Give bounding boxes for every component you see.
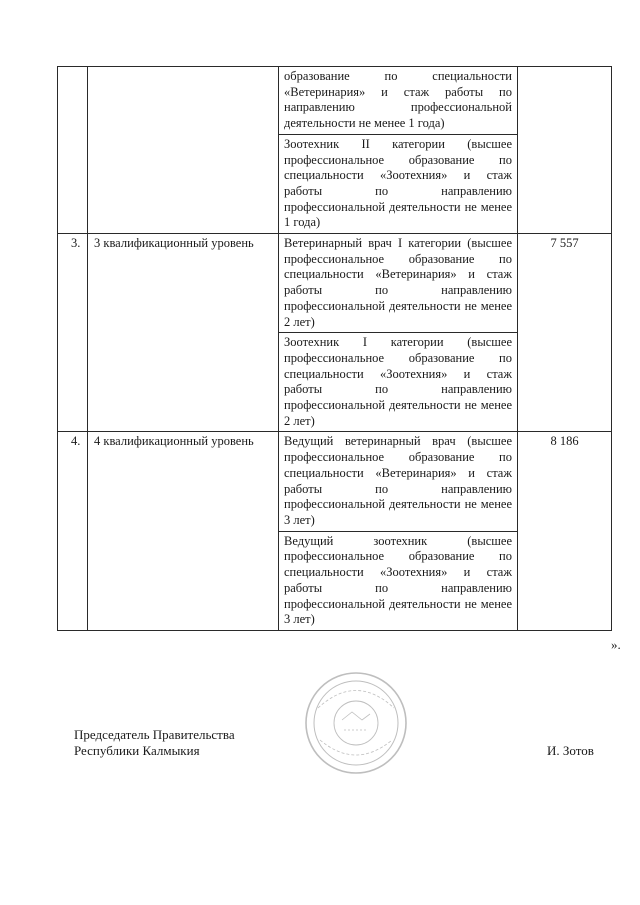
position-description: Ведущий ветеринарный врач (высшее профессиональное образование по специальности «Ветеринария» и стаж работы по направлению профессиональной деятельности не менее 3 лет): [284, 434, 512, 527]
position-cell: [279, 531, 518, 630]
qualification-level: 3 квалификационный уровень: [94, 236, 254, 251]
signer-name: И. Зотов: [547, 743, 594, 758]
salary-value-cell: [518, 432, 612, 630]
position-cell: [279, 134, 518, 233]
position-description: Зоотехник I категории (высшее профессиональное образование по специальности «Зоотехния» и стаж работы по направлению профессиональной деятельности не менее 2 лет): [284, 335, 512, 428]
official-seal-icon: [296, 668, 416, 778]
salary-value-cell: [518, 67, 612, 234]
signature-title-line-1: Председатель Правительства: [74, 727, 235, 742]
salary-value: 8 186: [550, 434, 579, 449]
position-cell: [279, 234, 518, 333]
row-number: [58, 67, 87, 69]
salary-value: 7 557: [550, 236, 579, 251]
qualification-level-cell: [88, 67, 279, 234]
table-row: [58, 432, 612, 531]
position-cell: [279, 333, 518, 432]
position-description: образование по специальности «Ветеринария» и стаж работы по направлению профессиональной деятельности не менее 1 года): [284, 69, 512, 131]
row-number: 3.: [71, 236, 81, 251]
salary-value: [518, 67, 611, 69]
position-description: Ветеринарный врач I категории (высшее профессиональное образование по специальности «Ветеринария» и стаж работы по направлению профессиональной деятельности не менее 2 лет): [284, 236, 512, 329]
signature-title: [74, 727, 235, 759]
qualification-level-cell: [88, 432, 279, 630]
position-cell: [279, 67, 518, 135]
table-row: [58, 67, 612, 135]
row-number-cell: [58, 67, 88, 234]
row-number: 4.: [71, 434, 81, 449]
row-number-cell: [58, 234, 88, 432]
salary-value-cell: [518, 234, 612, 432]
qualification-level: [88, 67, 278, 69]
row-number-cell: [58, 432, 88, 630]
qualification-level: 4 квалификационный уровень: [94, 434, 254, 449]
position-description: Ведущий зоотехник (высшее профессиональное образование по специальности «Зоотехния» и стаж работы по направлению профессиональной деятельности не менее 3 лет): [284, 533, 512, 627]
table-row: [58, 234, 612, 333]
closing-quote-mark: ».: [611, 637, 621, 652]
position-cell: [279, 432, 518, 531]
position-description: Зоотехник II категории (высшее профессиональное образование по специальности «Зоотехния» и стаж работы по направлению профессиональной деятельности не менее 1 года): [284, 136, 512, 230]
salary-table: [57, 66, 612, 631]
table-body: [58, 67, 612, 631]
signature-title-line-2: Республики Калмыкия: [74, 743, 200, 758]
qualification-level-cell: [88, 234, 279, 432]
